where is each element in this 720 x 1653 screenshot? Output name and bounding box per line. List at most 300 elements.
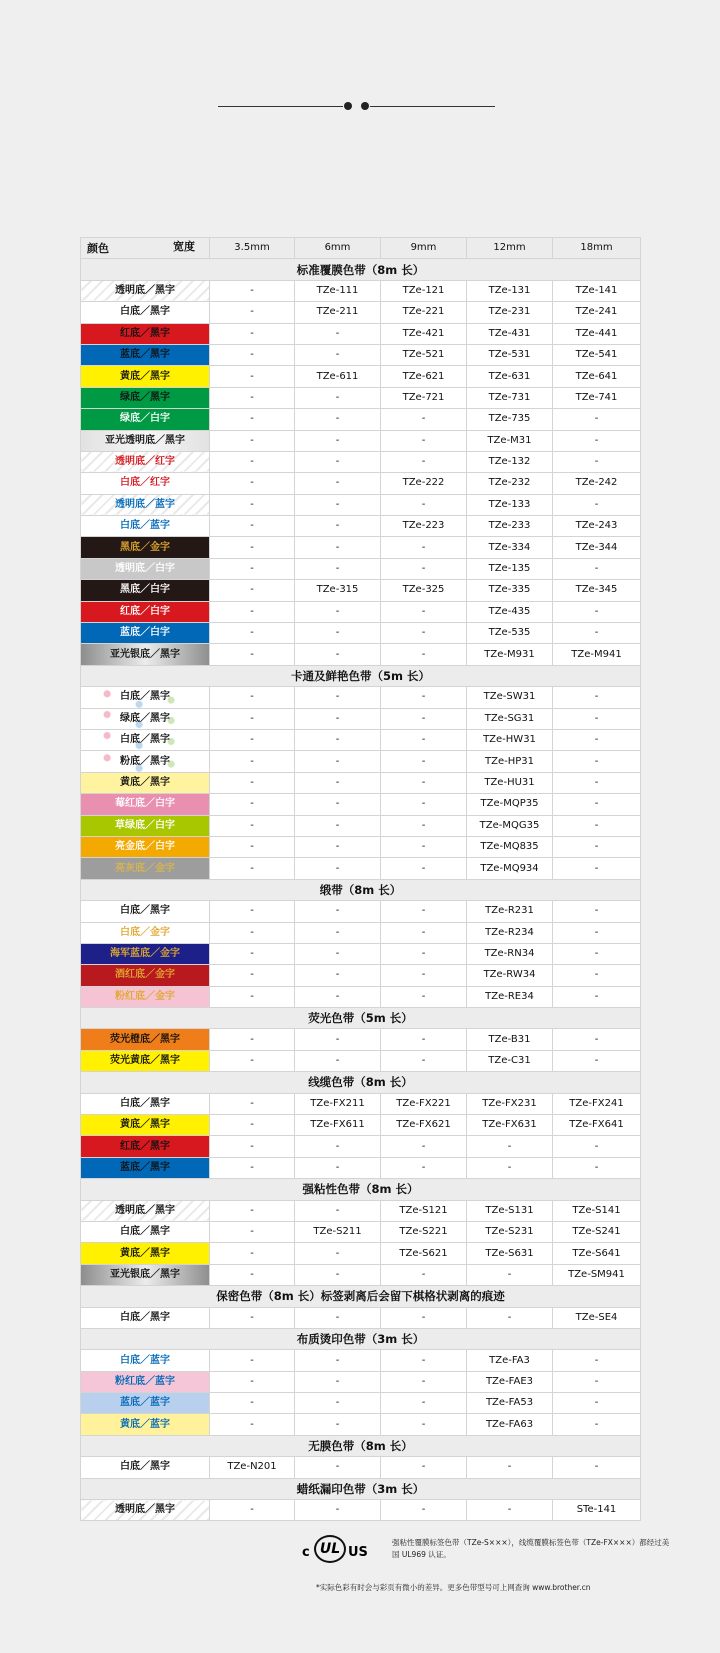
model-cell: TZe-334 <box>467 537 553 558</box>
model-cell: - <box>295 965 381 986</box>
tape-color-cell: 白底／金字 <box>81 922 210 943</box>
model-cell: - <box>381 1307 467 1328</box>
model-cell: TZe-344 <box>553 537 641 558</box>
model-cell: - <box>295 1500 381 1521</box>
tape-color-cell: 绿底／白字 <box>81 409 210 430</box>
width-column-header: 9mm <box>381 238 467 259</box>
table-row <box>81 1414 641 1435</box>
model-cell: - <box>553 1350 641 1371</box>
model-cell: TZe-111 <box>295 280 381 301</box>
model-cell: TZe-735 <box>467 409 553 430</box>
model-cell: TZe-721 <box>381 387 467 408</box>
model-cell: TZe-232 <box>467 473 553 494</box>
model-cell: TZe-HU31 <box>467 772 553 793</box>
model-cell: - <box>295 430 381 451</box>
model-cell: - <box>553 815 641 836</box>
model-cell: - <box>381 1136 467 1157</box>
model-cell: - <box>467 1500 553 1521</box>
table-row <box>81 986 641 1007</box>
model-cell: - <box>210 1350 295 1371</box>
model-cell: - <box>553 623 641 644</box>
tape-color-cell: 海军蓝底／金字 <box>81 943 210 964</box>
model-cell: TZe-S631 <box>467 1243 553 1264</box>
model-cell: - <box>295 1414 381 1435</box>
model-cell: - <box>295 729 381 750</box>
model-cell: - <box>210 922 295 943</box>
model-cell: TZe-233 <box>467 516 553 537</box>
model-cell: TZe-242 <box>553 473 641 494</box>
model-cell: - <box>553 858 641 879</box>
model-cell: TZe-315 <box>295 580 381 601</box>
model-cell: - <box>295 1200 381 1221</box>
table-header-row <box>81 238 641 259</box>
model-cell: - <box>553 772 641 793</box>
section-header-row <box>81 1179 641 1200</box>
model-cell: - <box>553 836 641 857</box>
tape-color-cell: 白底／蓝字 <box>81 516 210 537</box>
model-cell: - <box>295 409 381 430</box>
model-cell: - <box>210 280 295 301</box>
model-cell: - <box>295 1243 381 1264</box>
model-cell: TZe-FX231 <box>467 1093 553 1114</box>
model-cell: - <box>210 751 295 772</box>
model-cell: TZe-435 <box>467 601 553 622</box>
model-cell: TZe-FX631 <box>467 1115 553 1136</box>
table-row <box>81 1371 641 1392</box>
tape-color-cell: 蓝底／白字 <box>81 623 210 644</box>
model-cell: - <box>381 858 467 879</box>
table-row <box>81 1093 641 1114</box>
tape-color-cell: 亚光银底／黑字 <box>81 1264 210 1285</box>
model-cell: TZe-C31 <box>467 1050 553 1071</box>
table-row <box>81 323 641 344</box>
table-row <box>81 344 641 365</box>
model-cell: - <box>295 1393 381 1414</box>
model-cell: TZe-121 <box>381 280 467 301</box>
tape-color-cell: 亮金底／白字 <box>81 836 210 857</box>
tape-color-cell: 亚光透明底／黑字 <box>81 430 210 451</box>
model-cell: TZe-221 <box>381 302 467 323</box>
model-cell: - <box>381 1457 467 1478</box>
model-cell: - <box>295 451 381 472</box>
model-cell: TZe-S141 <box>553 1200 641 1221</box>
model-cell: - <box>295 751 381 772</box>
model-cell: - <box>295 1157 381 1178</box>
model-cell: - <box>553 1414 641 1435</box>
color-header-label: 颜色 <box>87 242 109 256</box>
model-cell: TZe-SM941 <box>553 1264 641 1285</box>
model-cell: TZe-M31 <box>467 430 553 451</box>
model-cell: - <box>553 451 641 472</box>
model-cell: - <box>295 1371 381 1392</box>
model-cell: - <box>381 836 467 857</box>
model-cell: - <box>210 644 295 665</box>
model-cell: - <box>467 1307 553 1328</box>
model-cell: - <box>295 815 381 836</box>
section-title: 保密色带（8m 长）标签剥离后会留下棋格状剥离的痕迹 <box>81 1286 641 1307</box>
divider-line-right <box>370 106 495 107</box>
model-cell: TZe-131 <box>467 280 553 301</box>
model-cell: - <box>210 451 295 472</box>
model-cell: - <box>295 344 381 365</box>
model-cell: - <box>295 986 381 1007</box>
tape-color-cell: 蓝底／黑字 <box>81 1157 210 1178</box>
tape-color-cell: 白底／黑字 <box>81 1307 210 1328</box>
model-cell: TZe-631 <box>467 366 553 387</box>
tape-color-cell: 荧光黄底／黑字 <box>81 1050 210 1071</box>
model-cell: TZe-135 <box>467 558 553 579</box>
model-cell: - <box>210 623 295 644</box>
model-cell: TZe-223 <box>381 516 467 537</box>
model-cell: - <box>210 1221 295 1242</box>
model-cell: - <box>467 1264 553 1285</box>
model-cell: - <box>553 1050 641 1071</box>
tape-color-cell: 黄底／黑字 <box>81 366 210 387</box>
model-cell: - <box>381 601 467 622</box>
model-cell: - <box>553 1393 641 1414</box>
model-cell: TZe-B31 <box>467 1029 553 1050</box>
model-cell: - <box>295 687 381 708</box>
tape-color-cell: 粉红底／蓝字 <box>81 1371 210 1392</box>
section-title: 线缆色带（8m 长） <box>81 1072 641 1093</box>
table-row <box>81 366 641 387</box>
model-cell: - <box>210 794 295 815</box>
model-cell: - <box>210 943 295 964</box>
model-cell: - <box>295 922 381 943</box>
model-cell: - <box>381 794 467 815</box>
tape-color-cell: 白底／蓝字 <box>81 1350 210 1371</box>
model-cell: - <box>210 323 295 344</box>
model-cell: TZe-S211 <box>295 1221 381 1242</box>
model-cell: - <box>553 409 641 430</box>
model-cell: - <box>295 1457 381 1478</box>
model-cell: - <box>210 430 295 451</box>
tape-color-cell: 亮灰底／金字 <box>81 858 210 879</box>
model-cell: TZe-FX241 <box>553 1093 641 1114</box>
top-divider-ornament <box>218 100 495 112</box>
model-cell: - <box>210 772 295 793</box>
tape-color-cell: 白底／黑字 <box>81 1457 210 1478</box>
width-header-label: 宽度 <box>173 240 195 253</box>
model-cell: TZe-SW31 <box>467 687 553 708</box>
tape-color-cell: 粉底／黑字 <box>81 751 210 772</box>
model-cell: - <box>210 537 295 558</box>
table-row <box>81 1029 641 1050</box>
table-row <box>81 1457 641 1478</box>
model-cell: - <box>381 430 467 451</box>
model-cell: TZe-535 <box>467 623 553 644</box>
model-cell: - <box>210 1200 295 1221</box>
tape-color-cell: 白底／黑字 <box>81 1221 210 1242</box>
model-cell: - <box>210 708 295 729</box>
model-cell: TZe-FX211 <box>295 1093 381 1114</box>
model-cell: TZe-335 <box>467 580 553 601</box>
model-cell: - <box>381 537 467 558</box>
model-cell: - <box>553 794 641 815</box>
model-cell: - <box>553 751 641 772</box>
model-cell: - <box>381 409 467 430</box>
table-row <box>81 943 641 964</box>
model-cell: - <box>295 943 381 964</box>
table-row <box>81 1243 641 1264</box>
model-cell: - <box>381 1264 467 1285</box>
model-cell: - <box>381 986 467 1007</box>
ul-certification-note: 强粘性覆膜标签色带（TZe-S×××），线缆覆膜标签色带（TZe-FX×××）都经过美国 UL969 认证。 <box>392 1538 670 1559</box>
model-cell: - <box>295 644 381 665</box>
table-row <box>81 280 641 301</box>
model-cell: TZe-621 <box>381 366 467 387</box>
model-cell: TZe-FA63 <box>467 1414 553 1435</box>
model-cell: - <box>210 1307 295 1328</box>
model-cell: - <box>210 1029 295 1050</box>
model-cell: - <box>210 1115 295 1136</box>
model-cell: - <box>295 494 381 515</box>
model-cell: - <box>381 1500 467 1521</box>
model-cell: - <box>381 922 467 943</box>
model-cell: - <box>553 1457 641 1478</box>
section-title: 缎带（8m 长） <box>81 879 641 900</box>
model-cell: - <box>295 1307 381 1328</box>
model-cell: TZe-MQ934 <box>467 858 553 879</box>
model-cell: - <box>381 815 467 836</box>
model-cell: - <box>381 623 467 644</box>
model-cell: TZe-S131 <box>467 1200 553 1221</box>
tape-color-cell: 白底／黑字 <box>81 302 210 323</box>
model-cell: TZe-RE34 <box>467 986 553 1007</box>
model-cell: TZe-441 <box>553 323 641 344</box>
model-cell: - <box>210 1136 295 1157</box>
model-cell: - <box>553 430 641 451</box>
model-cell: TZe-741 <box>553 387 641 408</box>
model-cell: TZe-MQ835 <box>467 836 553 857</box>
section-header-row <box>81 1328 641 1349</box>
tape-color-cell: 莓红底／白字 <box>81 794 210 815</box>
model-cell: - <box>295 537 381 558</box>
model-cell: - <box>381 1157 467 1178</box>
table-row <box>81 1115 641 1136</box>
tape-color-cell: 绿底／黑字 <box>81 387 210 408</box>
model-cell: - <box>381 1371 467 1392</box>
model-cell: TZe-222 <box>381 473 467 494</box>
model-cell: TZe-RN34 <box>467 943 553 964</box>
model-cell: - <box>210 409 295 430</box>
model-cell: TZe-R231 <box>467 901 553 922</box>
model-cell: - <box>210 387 295 408</box>
section-header-row <box>81 1478 641 1499</box>
model-cell: - <box>381 772 467 793</box>
model-cell: TZe-FX621 <box>381 1115 467 1136</box>
model-cell: - <box>295 558 381 579</box>
table-row <box>81 772 641 793</box>
tape-color-cell: 白底／红字 <box>81 473 210 494</box>
model-cell: - <box>210 729 295 750</box>
table-row <box>81 409 641 430</box>
table-row <box>81 387 641 408</box>
model-cell: - <box>467 1457 553 1478</box>
table-row <box>81 580 641 601</box>
color-disclaimer: *实际色彩有时会与彩页有微小的差异。更多色带型号可上网查询 www.brother.cn <box>316 1583 591 1592</box>
table-row <box>81 644 641 665</box>
model-cell: TZe-345 <box>553 580 641 601</box>
model-cell: TZe-431 <box>467 323 553 344</box>
model-cell: TZe-SG31 <box>467 708 553 729</box>
table-row <box>81 836 641 857</box>
model-cell: - <box>295 1136 381 1157</box>
model-cell: - <box>295 1350 381 1371</box>
width-column-header: 12mm <box>467 238 553 259</box>
ul-logo-us: US <box>348 1545 368 1560</box>
model-cell: - <box>381 965 467 986</box>
model-cell: - <box>553 601 641 622</box>
table-row <box>81 302 641 323</box>
model-cell: - <box>295 516 381 537</box>
section-title: 蜡纸漏印色带（3m 长） <box>81 1478 641 1499</box>
model-cell: - <box>210 366 295 387</box>
tape-color-cell: 黄底／黑字 <box>81 772 210 793</box>
model-cell: - <box>381 751 467 772</box>
table-row <box>81 601 641 622</box>
model-cell: - <box>381 901 467 922</box>
model-cell: - <box>295 901 381 922</box>
width-column-header: 18mm <box>553 238 641 259</box>
tape-color-cell: 绿底／黑字 <box>81 708 210 729</box>
model-cell: - <box>381 451 467 472</box>
model-cell: - <box>553 494 641 515</box>
model-cell: - <box>295 473 381 494</box>
model-cell: - <box>553 965 641 986</box>
model-cell: TZe-FA53 <box>467 1393 553 1414</box>
model-cell: TZe-M931 <box>467 644 553 665</box>
model-cell: TZe-S641 <box>553 1243 641 1264</box>
model-cell: STe-141 <box>553 1500 641 1521</box>
model-cell: - <box>210 965 295 986</box>
model-cell: TZe-541 <box>553 344 641 365</box>
model-cell: - <box>553 1029 641 1050</box>
table-row <box>81 965 641 986</box>
tape-color-cell: 透明底／黑字 <box>81 1200 210 1221</box>
model-cell: TZe-HP31 <box>467 751 553 772</box>
model-cell: TZe-MQG35 <box>467 815 553 836</box>
section-header-row <box>81 1072 641 1093</box>
table-row <box>81 623 641 644</box>
tape-color-cell: 透明底／红字 <box>81 451 210 472</box>
model-cell: - <box>381 1393 467 1414</box>
table-body <box>81 259 641 1521</box>
table-row <box>81 1200 641 1221</box>
model-cell: - <box>210 1050 295 1071</box>
tape-color-cell: 荧光橙底／黑字 <box>81 1029 210 1050</box>
model-cell: TZe-132 <box>467 451 553 472</box>
tape-color-cell: 酒红底／金字 <box>81 965 210 986</box>
model-cell: - <box>295 1264 381 1285</box>
model-cell: - <box>210 1393 295 1414</box>
table-row <box>81 729 641 750</box>
table-row <box>81 1500 641 1521</box>
tape-color-cell: 草绿底／白字 <box>81 815 210 836</box>
model-cell: - <box>210 815 295 836</box>
section-header-row <box>81 259 641 280</box>
model-cell: - <box>381 1029 467 1050</box>
width-column-header: 3.5mm <box>210 238 295 259</box>
model-cell: TZe-211 <box>295 302 381 323</box>
model-cell: TZe-FX221 <box>381 1093 467 1114</box>
table-row <box>81 1350 641 1371</box>
model-cell: - <box>553 943 641 964</box>
model-cell: - <box>467 1136 553 1157</box>
tape-spec-table <box>80 237 641 1521</box>
table-row <box>81 858 641 879</box>
divider-line-left <box>218 106 343 107</box>
table-row <box>81 1264 641 1285</box>
model-cell: - <box>210 473 295 494</box>
model-cell: TZe-S241 <box>553 1221 641 1242</box>
model-cell: - <box>295 794 381 815</box>
model-cell: - <box>295 387 381 408</box>
model-cell: - <box>295 836 381 857</box>
table-row <box>81 815 641 836</box>
model-cell: - <box>210 344 295 365</box>
model-cell: - <box>381 494 467 515</box>
tape-color-cell: 白底／黑字 <box>81 1093 210 1114</box>
model-cell: TZe-R234 <box>467 922 553 943</box>
table-row <box>81 794 641 815</box>
section-title: 无膜色带（8m 长） <box>81 1435 641 1456</box>
model-cell: - <box>210 516 295 537</box>
model-cell: - <box>210 1371 295 1392</box>
model-cell: - <box>295 323 381 344</box>
model-cell: TZe-MQP35 <box>467 794 553 815</box>
model-cell: TZe-S231 <box>467 1221 553 1242</box>
model-cell: TZe-S621 <box>381 1243 467 1264</box>
section-header-row <box>81 1286 641 1307</box>
tape-color-cell: 蓝底／蓝字 <box>81 1393 210 1414</box>
tape-color-cell: 白底／黑字 <box>81 729 210 750</box>
model-cell: - <box>381 943 467 964</box>
model-cell: TZe-521 <box>381 344 467 365</box>
model-cell: TZe-HW31 <box>467 729 553 750</box>
ul-logo-c: c <box>302 1545 310 1560</box>
model-cell: - <box>210 1093 295 1114</box>
model-cell: - <box>381 1050 467 1071</box>
model-cell: - <box>210 836 295 857</box>
model-cell: TZe-133 <box>467 494 553 515</box>
section-title: 卡通及鲜艳色带（5m 长） <box>81 665 641 686</box>
tape-color-cell: 红底／黑字 <box>81 323 210 344</box>
model-cell: TZe-FA3 <box>467 1350 553 1371</box>
tape-color-cell: 透明底／黑字 <box>81 280 210 301</box>
model-cell: - <box>210 858 295 879</box>
section-header-row <box>81 1008 641 1029</box>
tape-color-cell: 粉红底／金字 <box>81 986 210 1007</box>
model-cell: - <box>295 708 381 729</box>
model-cell: TZe-611 <box>295 366 381 387</box>
model-cell: - <box>210 494 295 515</box>
model-cell: TZe-241 <box>553 302 641 323</box>
table-row <box>81 1050 641 1071</box>
header-corner-cell <box>81 238 210 259</box>
model-cell: - <box>467 1157 553 1178</box>
table-row <box>81 430 641 451</box>
table-row <box>81 1157 641 1178</box>
tape-color-cell: 黑底／白字 <box>81 580 210 601</box>
ul-certification-logo <box>300 1535 370 1563</box>
section-title: 强粘性色带（8m 长） <box>81 1179 641 1200</box>
ul-logo-mark: UL <box>314 1535 346 1563</box>
model-cell: - <box>381 708 467 729</box>
model-cell: TZe-FX641 <box>553 1115 641 1136</box>
model-cell: TZe-RW34 <box>467 965 553 986</box>
model-cell: - <box>210 1414 295 1435</box>
